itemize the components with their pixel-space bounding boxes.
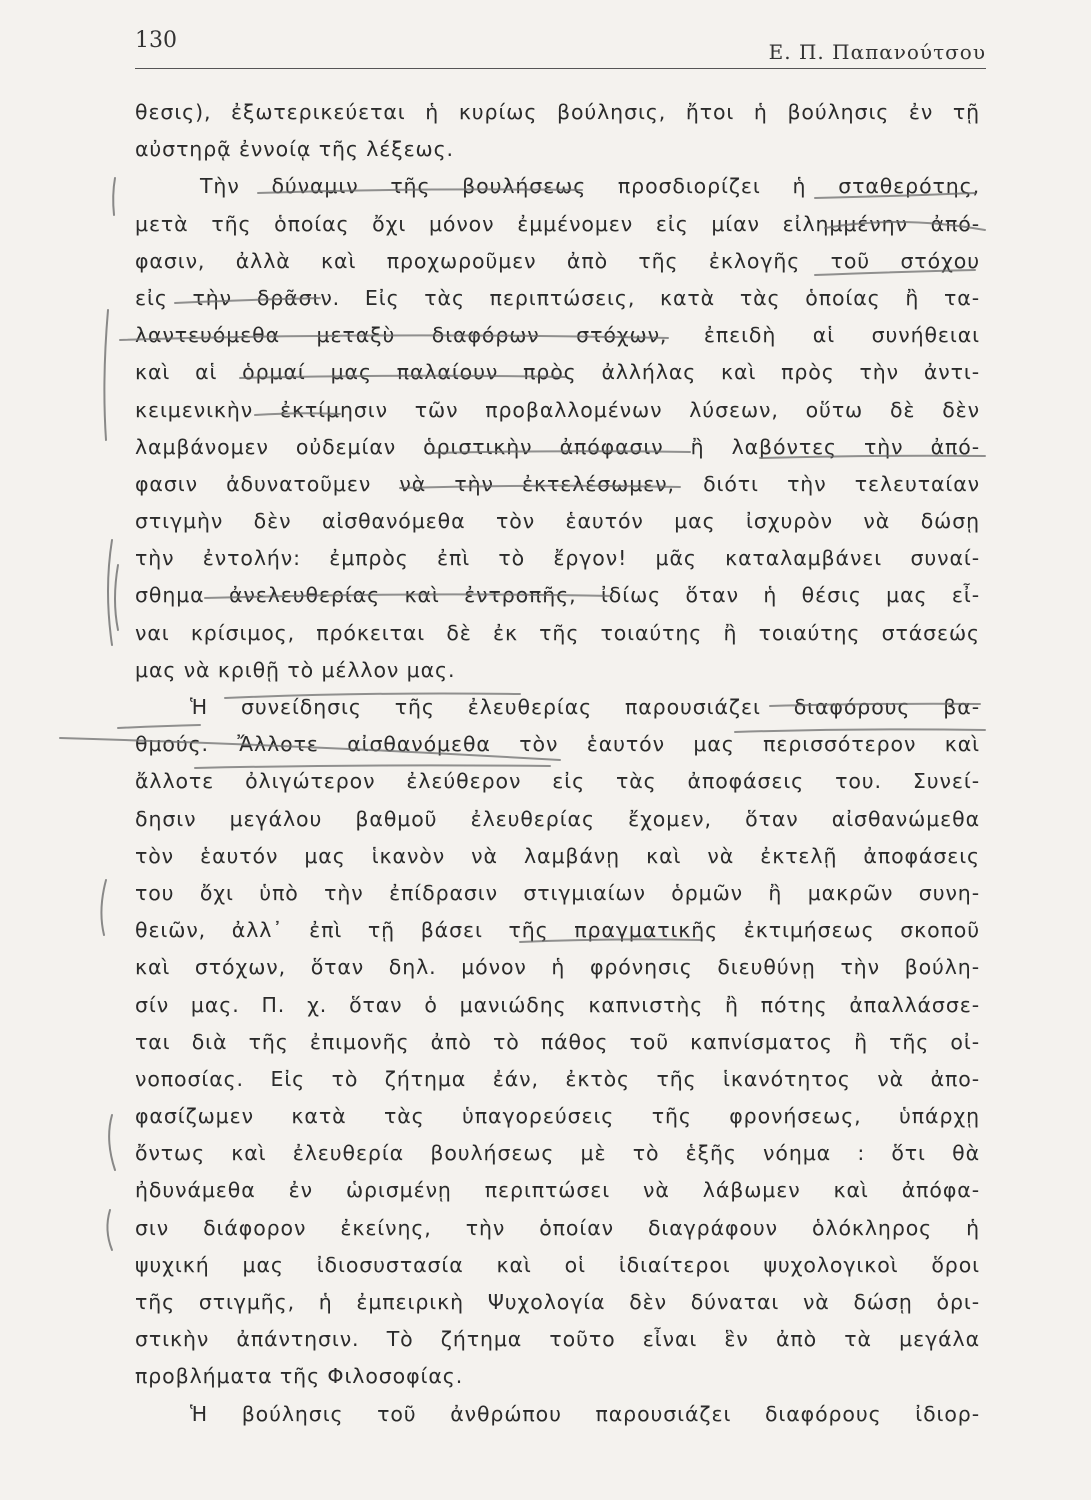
margin-mark bbox=[109, 1115, 115, 1170]
text-line: ψυχική μας ἰδιοσυστασία καὶ οἱ ἰδιαίτεροι ψυχολογικοὶ ὅροι bbox=[135, 1252, 980, 1277]
text-line: τῆς στιγμῆς, ἡ ἐμπειρικὴ Ψυχολογία δὲν δύναται νὰ δώσῃ ὁρι- bbox=[135, 1290, 980, 1314]
margin-mark bbox=[115, 565, 118, 630]
text-line: τὴν ἐντολήν: ἐμπρὸς ἐπὶ τὸ ἔργον! μᾶς καταλαμβάνει συναί- bbox=[135, 546, 980, 571]
margin-mark bbox=[101, 880, 106, 935]
text-line: κειμενικὴν ἐκτίμησιν τῶν προβαλλομένων λύσεων, οὕτω δὲ δὲν bbox=[135, 397, 980, 422]
text-line: θμούς. Ἄλλοτε αἰσθανόμεθα τὸν ἑαυτόν μας περισσότερον καὶ bbox=[135, 732, 980, 757]
text-line: Τὴν δύναμιν τῆς βουλήσεως προσδιορίζει ἡ σταθερότης, bbox=[200, 174, 980, 199]
text-line: Ἡ βούλησις τοῦ ἀνθρώπου παρουσιάζει διαφόρους ἰδιορ- bbox=[190, 1401, 980, 1426]
text-line: ναι κρίσιμος, πρόκειται δὲ ἐκ τῆς τοιαύτης ἢ τοιαύτης στάσεώς bbox=[135, 620, 980, 645]
text-line: τὸν ἑαυτόν μας ἱκανὸν νὰ λαμβάνῃ καὶ νὰ ἐκτελῇ ἀποφάσεις bbox=[135, 843, 980, 868]
text-line: λαντευόμεθα μεταξὺ διαφόρων στόχων, ἐπειδὴ αἱ συνήθειαι bbox=[135, 323, 980, 348]
text-line: μας νὰ κριθῇ τὸ μέλλον μας. bbox=[135, 657, 456, 682]
text-line: εἰς τὴν δρᾶσιν. Εἰς τὰς περιπτώσεις, κατὰ τὰς ὁποίας ἢ τα- bbox=[135, 285, 980, 310]
text-line: θεσις), ἐξωτερικεύεται ἡ κυρίως βούλησις, ἤτοι ἡ βούλησις ἐν τῇ bbox=[135, 100, 980, 124]
text-line: στιγμὴν δὲν αἰσθανόμεθα τὸν ἑαυτόν μας ἰσχυρὸν νὰ δώσῃ bbox=[135, 509, 980, 534]
margin-mark bbox=[107, 1210, 112, 1250]
text-line: καὶ στόχων, ὅταν δηλ. μόνον ἡ φρόνησις διευθύνῃ τὴν βούλη- bbox=[135, 955, 980, 980]
body-text bbox=[135, 94, 980, 1433]
margin-mark bbox=[104, 310, 108, 440]
text-line: μετὰ τῆς ὁποίας ὄχι μόνον ἐμμένομεν εἰς μίαν εἰλημμένην ἀπό- bbox=[135, 211, 980, 236]
page-header bbox=[135, 22, 986, 70]
text-line: λαμβάνομεν οὐδεμίαν ὁριστικὴν ἀπόφασιν ἢ λαβόντες τὴν ἀπό- bbox=[135, 434, 980, 459]
margin-mark bbox=[108, 540, 112, 645]
text-line: σιν διάφορον ἐκείνης, τὴν ὁποίαν διαγράφουν ὁλόκληρος ἡ bbox=[135, 1215, 980, 1240]
text-line: σίν μας. Π. χ. ὅταν ὁ μανιώδης καπνιστὴς ἢ πότης ἀπαλλάσσε- bbox=[135, 992, 980, 1017]
text-line: καὶ αἱ ὁρμαί μας παλαίουν πρὸς ἀλλήλας καὶ πρὸς τὴν ἀντι- bbox=[135, 360, 980, 385]
text-line: θειῶν, ἀλλ᾿ ἐπὶ τῇ βάσει τῆς πραγματικῆς ἐκτιμήσεως σκοποῦ bbox=[135, 918, 980, 943]
text-line: φασιν ἀδυνατοῦμεν νὰ τὴν ἐκτελέσωμεν, διότι τὴν τελευταίαν bbox=[135, 471, 980, 496]
text-line: φασίζωμεν κατὰ τὰς ὑπαγορεύσεις τῆς φρονήσεως, ὑπάρχῃ bbox=[135, 1104, 980, 1129]
header-rule bbox=[135, 68, 986, 69]
text-line: φασιν, ἀλλὰ καὶ προχωροῦμεν ἀπὸ τῆς ἐκλογῆς τοῦ στόχου bbox=[135, 248, 980, 273]
text-line: αὐστηρᾷ ἐννοίᾳ τῆς λέξεως. bbox=[135, 137, 454, 162]
text-line: ἄλλοτε ὀλιγώτερον ἐλεύθερον εἰς τὰς ἀποφάσεις του. Συνεί- bbox=[135, 769, 980, 794]
running-head: Ε. Π. Παπανούτσου bbox=[768, 40, 986, 64]
text-line: προβλήματα τῆς Φιλοσοφίας. bbox=[135, 1364, 464, 1389]
text-line: του ὄχι ὑπὸ τὴν ἐπίδρασιν στιγμιαίων ὁρμῶν ἢ μακρῶν συνη- bbox=[135, 880, 980, 905]
text-line: στικὴν ἀπάντησιν. Τὸ ζήτημα τοῦτο εἶναι ἓν ἀπὸ τὰ μεγάλα bbox=[135, 1327, 980, 1352]
margin-mark bbox=[113, 178, 115, 215]
text-line: δησιν μεγάλου βαθμοῦ ἐλευθερίας ἔχομεν, ὅταν αἰσθανώμεθα bbox=[135, 806, 980, 831]
text-line: σθημα ἀνελευθερίας καὶ ἐντροπῆς, ἰδίως ὅταν ἡ θέσις μας εἶ- bbox=[135, 583, 980, 608]
text-line: νοποσίας. Εἰς τὸ ζήτημα ἐάν, ἐκτὸς τῆς ἱκανότητος νὰ ἀπο- bbox=[135, 1066, 980, 1091]
text-line: Ἡ συνείδησις τῆς ἐλευθερίας παρουσιάζει διαφόρους βα- bbox=[190, 695, 980, 719]
page-number: 130 bbox=[135, 28, 177, 53]
text-line: ται διὰ τῆς ἐπιμονῆς ἀπὸ τὸ πάθος τοῦ καπνίσματος ἢ τῆς οἰ- bbox=[135, 1029, 980, 1054]
text-line: ἠδυνάμεθα ἐν ὡρισμένῃ περιπτώσει νὰ λάβωμεν καὶ ἀπόφα- bbox=[135, 1178, 980, 1203]
text-line: ὄντως καὶ ἐλευθερία βουλήσεως μὲ τὸ ἑξῆς νόημα : ὅτι θὰ bbox=[135, 1141, 980, 1166]
